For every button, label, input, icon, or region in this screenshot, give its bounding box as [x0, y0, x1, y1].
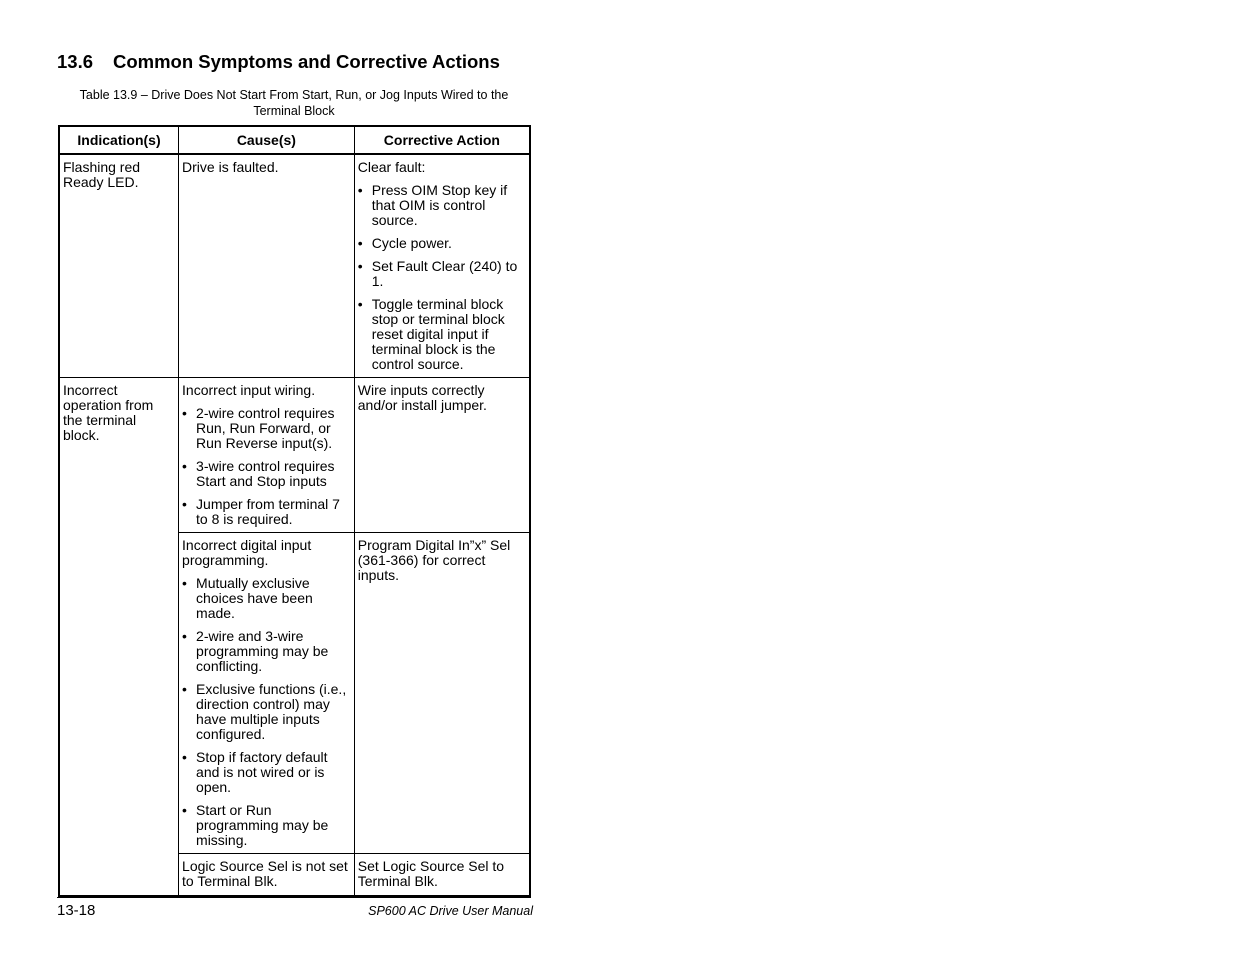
- cause-cell: [179, 533, 355, 854]
- cause-bullet-list: [182, 576, 351, 848]
- section-title: Common Symptoms and Corrective Actions: [113, 51, 500, 72]
- cause-text: Incorrect digital input programming.: [182, 537, 312, 568]
- action-bullet: • Cycle power.: [358, 236, 526, 251]
- action-text: Wire inputs correctly and/or install jumper.: [357, 382, 487, 413]
- header-corrective-action: Corrective Action: [354, 126, 530, 154]
- action-cell: [354, 533, 530, 854]
- table-caption: [58, 87, 530, 119]
- indication-cell: Incorrect operation from the terminal block.: [59, 378, 179, 896]
- cause-text: Incorrect input wiring.: [182, 382, 316, 398]
- cause-bullet: • Exclusive functions (i.e., direction control) may have multiple inputs configured.: [182, 682, 351, 742]
- cause-bullet: • Mutually exclusive choices have been made.: [182, 576, 351, 621]
- symptoms-table: [58, 125, 531, 897]
- cause-cell: [179, 854, 355, 896]
- cause-bullet: • 2-wire and 3-wire programming may be conflicting.: [182, 629, 351, 674]
- cause-bullet: • 3-wire control requires Start and Stop inputs: [182, 459, 351, 489]
- cause-bullet: • Start or Run programming may be missing.: [182, 803, 351, 848]
- action-bullet: • Toggle terminal block stop or terminal block reset digital input if terminal block is the control source.: [358, 297, 526, 372]
- section-number: 13.6: [57, 51, 94, 72]
- cause-bullet: • Stop if factory default and is not wired or is open.: [182, 750, 351, 795]
- table-caption-line-2: Terminal Block: [253, 104, 335, 118]
- cause-cell: [179, 154, 355, 378]
- action-bullet-list: [358, 183, 526, 372]
- footer-divider: [57, 897, 531, 898]
- indication-cell: Flashing red Ready LED.: [59, 154, 179, 378]
- action-cell: [354, 154, 530, 378]
- action-text: Program Digital In”x” Sel (361-366) for correct inputs.: [357, 537, 511, 583]
- action-bullet: • Set Fault Clear (240) to 1.: [358, 259, 526, 289]
- table-row: [59, 378, 530, 533]
- cause-text: Drive is faulted.: [182, 159, 279, 175]
- cause-bullet: • 2-wire control requires Run, Run Forward, or Run Reverse input(s).: [182, 406, 351, 451]
- section-heading: [57, 51, 500, 73]
- page-number: 13-18: [57, 902, 96, 919]
- cause-bullet: • Jumper from terminal 7 to 8 is required.: [182, 497, 351, 527]
- cause-bullet-list: [182, 406, 351, 527]
- table-row: [59, 154, 530, 378]
- table-header-row: [59, 126, 530, 154]
- manual-title: SP600 AC Drive User Manual: [368, 904, 533, 918]
- header-indications: Indication(s): [59, 126, 179, 154]
- table-caption-line-1: Table 13.9 – Drive Does Not Start From Start, Run, or Jog Inputs Wired to the: [79, 88, 509, 102]
- cause-text: Logic Source Sel is not set to Terminal Blk.: [182, 858, 348, 889]
- action-cell: [354, 854, 530, 896]
- action-bullet: • Press OIM Stop key if that OIM is control source.: [358, 183, 526, 228]
- header-causes: Cause(s): [179, 126, 355, 154]
- cause-cell: [179, 378, 355, 533]
- action-text: Set Logic Source Sel to Terminal Blk.: [357, 858, 505, 889]
- action-text: Clear fault:: [357, 159, 426, 175]
- action-cell: [354, 378, 530, 533]
